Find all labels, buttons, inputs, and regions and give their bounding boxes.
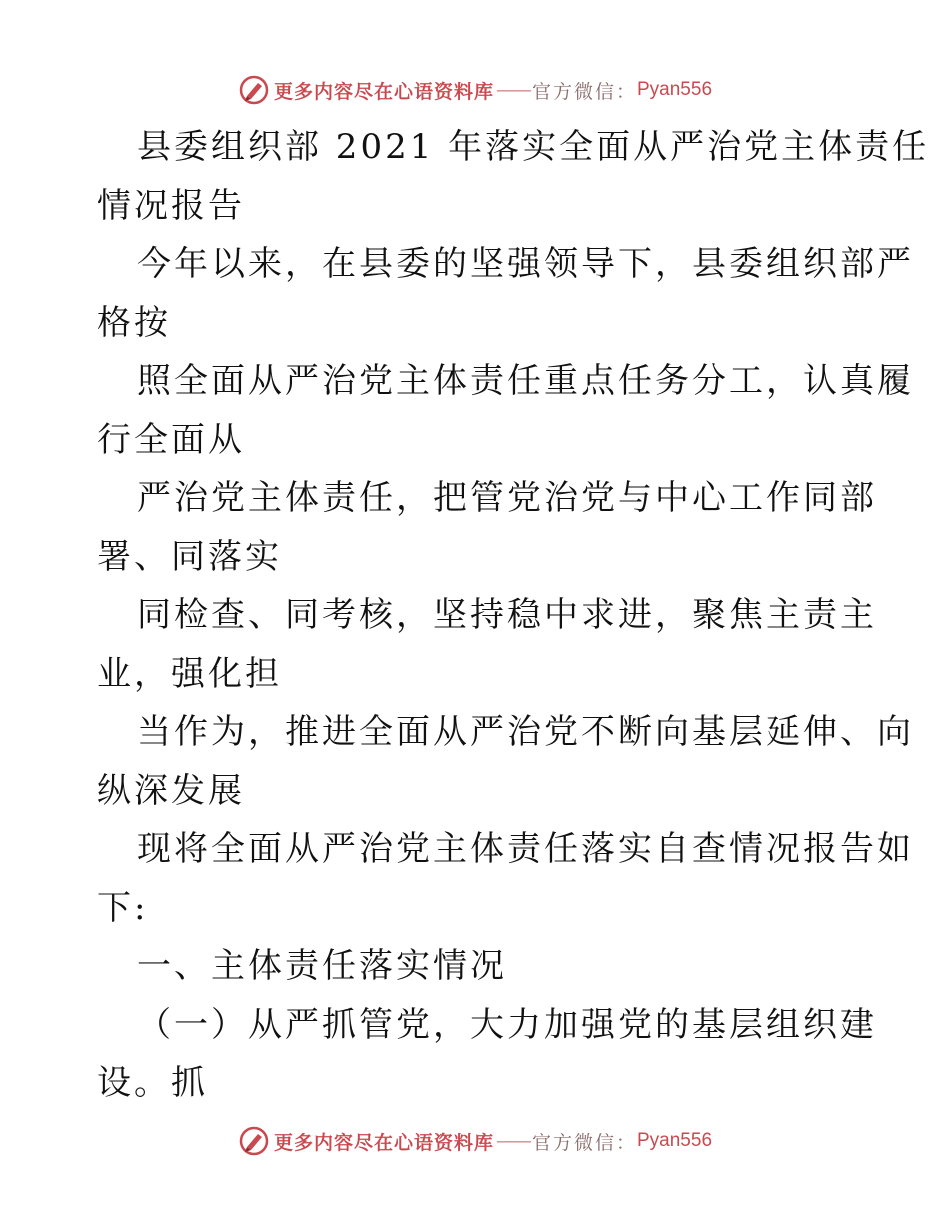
watermark-wechat-id: Pyan556 xyxy=(637,79,713,100)
text-line: 纵深发展 xyxy=(97,770,245,811)
text-line: 今年以来，在县委的坚强领导下，县委组织部严 xyxy=(137,244,914,284)
watermark-separator: —— xyxy=(495,1130,530,1152)
text-line: 署、同落实 xyxy=(97,536,282,577)
text-line: 业，强化担 xyxy=(97,653,282,694)
text-line: 格按 xyxy=(97,302,171,343)
watermark-header xyxy=(0,70,950,110)
pen-logo-icon xyxy=(238,74,270,106)
text-line: 设。抓 xyxy=(97,1063,208,1103)
text-line: 现将全面从严治党主体责任落实自查情况报告如 xyxy=(137,829,914,869)
text-line: 照全面从严治党主体责任重点任务分工，认真履 xyxy=(137,361,914,401)
watermark-wechat-label: 官方微信： xyxy=(531,1131,637,1154)
section-heading: 一、主体责任落实情况 xyxy=(137,946,507,986)
title-line: 情况报告 xyxy=(97,185,245,226)
text-line: 严治党主体责任，把管党治党与中心工作同部 xyxy=(137,478,877,518)
watermark-wechat-label: 官方微信： xyxy=(531,80,637,103)
text-line: 当作为，推进全面从严治党不断向基层延伸、向 xyxy=(137,712,914,752)
text-line: 同检查、同考核，坚持稳中求进，聚焦主责主 xyxy=(137,595,877,635)
watermark-separator: —— xyxy=(495,79,530,101)
watermark-wechat-id: Pyan556 xyxy=(637,1130,713,1151)
document-body xyxy=(97,118,930,1113)
title-line: 县委组织部 2021 年落实全面从严治党主体责任 xyxy=(137,127,930,167)
watermark-brand: 更多内容尽在心语资料库 xyxy=(273,80,494,103)
text-line: 行全面从 xyxy=(97,419,245,460)
watermark-brand: 更多内容尽在心语资料库 xyxy=(273,1131,494,1154)
watermark-footer xyxy=(0,1121,950,1161)
pen-logo-icon xyxy=(238,1125,270,1157)
text-line: 下: xyxy=(97,887,149,928)
subsection-heading: （一）从严抓管党，大力加强党的基层组织建 xyxy=(137,1004,877,1045)
